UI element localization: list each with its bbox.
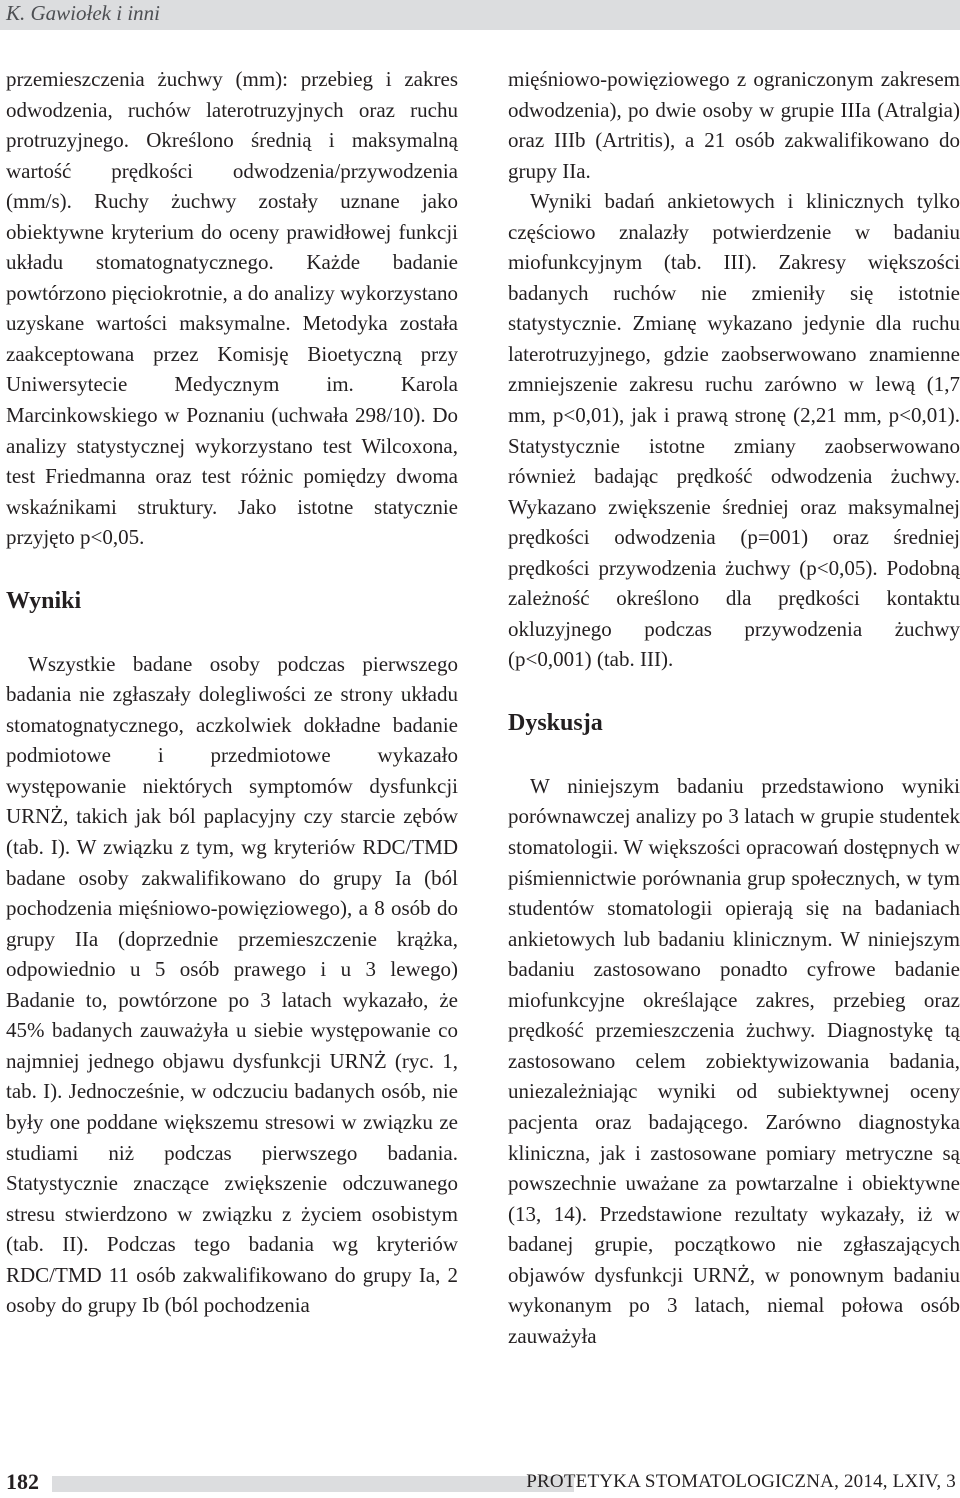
page-number: 182 xyxy=(6,1469,39,1494)
discussion-paragraph: W niniejszym badaniu przedstawiono wyniki porównawczej analizy po 3 latach w grupie studentek stomatologii. W większości opracowań dostępnych w piśmiennictwie porównania grup społecznych, w tym studentów stomatologii opierają się na badaniach ankietowych lub badaniu klinicznym. W niniejszym badaniu zastosowano ponadto cyfrowe badanie miofunkcyjne określające zakres, przebieg oraz prędkość przemieszczenia żuchwy. Diagnostykę tą zastosowano celem zobiektywizowania badania, uniezależniając wyniki od subiektywnej oceny pacjenta oraz badającego. Zarówno diagnostyka kliniczna, jak i zastosowane pomiary metryczne są powszechnie uważane za powtarzalne i obiektywne (13, 14). Przedstawione rezultaty wykazały, iż w badanej grupie, początkowo nie zgłaszających objawów dysfunkcji URNŻ, w ponownym badaniu wykonanym po 3 latach, niemal połowa osób zauważyła xyxy=(508,773,960,1348)
running-title: K. Gawiołek i inni xyxy=(6,1,160,25)
results-paragraph: Wszystkie badane osoby podczas pierwszego badania nie zgłaszały dolegliwości ze strony układu stomatognatycznego, aczkolwiek dokładne badanie podmiotowe i przedmiotowe wykazało występowanie niektórych symptomów dysfunkcji URNŻ, takich jak ból paplacyjny czy starcie zębów (tab. I). W związku z tym, wg kryteriów RDC/TMD badane osoby zakwalifikowano do grupy Ia (ból pochodzenia mięśniowo-powięziowego), a 8 osób do grupy IIa (doprzednie przemieszczenie krążka, odpowiednio u 5 osób prawego i u 3 lewego) Badanie to, powtórzone po 3 latach wykazało, że 45% badanych zauważyła u siebie występowanie co najmniej jednego objawu dysfunkcji URNŻ (ryc. 1, tab. I). Jednocześnie, w odczuciu badanych osób, nie były one poddane większemu stresowi w związku ze studiami niż podczas pierwszego badania. Statystycznie znaczące zwiększenie odczuwanego stresu stwierdzono w związku z życiem osobistym (tab. II). Podczas tego badania wg kryteriów RDC/TMD 11 osób zakwalifikowano do grupy Ia, 2 osoby do grupy Ib (ból pochodzenia xyxy=(6,651,458,1318)
footer-bar xyxy=(52,1476,574,1492)
methods-paragraph-continued: przemieszczenia żuchwy (mm): przebieg i zakres odwodzenia, ruchów laterotruzyjnych oraz ruchu protruzyjnego. Określono średnią i maksymalną wartość prędkości odwodzenia/przywodzenia (mm/s). Ruchy żuchwy zostały uznane jako obiektywne kryterium do oceny prawidłowej funkcji układu stomatognatycznego. Każde badanie powtórzono pięciokrotnie, a do analizy wykorzystano uzyskane wartości maksymalne. Metodyka została zaakceptowana przez Komisję Bioetyczną przy Uniwersytecie Medycznym im. Karola Marcinkowskiego w Poznaniu (uchwała 298/10). Do analizy statystycznej wykorzystano test Wilcoxona, test Friedmanna oraz test różnic pomiędzy dwoma wskaźnikami struktury. Jako istotne statycznie przyjęto p<0,05. xyxy=(6,67,458,550)
left-column xyxy=(6,64,458,1321)
right-column xyxy=(508,64,960,1351)
journal-citation: PROTETYKA STOMATOLOGICZNA, 2014, LXIV, 3 xyxy=(526,1471,956,1492)
page-footer xyxy=(0,1469,960,1498)
running-header-bar xyxy=(0,0,960,30)
survey-results-paragraph: Wyniki badań ankietowych i klinicznych tylko częściowo znalazły potwierdzenie w badaniu miofunkcyjnym (tab. III). Zakresy większości badanych ruchów nie zmieniły się istotnie statystycznie. Zmianę wykazano jedynie dla ruchu laterotruzyjnego, gdzie zaobserwowano znamienne zmniejszenie zakresu ruchu zarówno w lewą (1,7 mm, p<0,01), jak i prawą stronę (2,21 mm, p<0,01). Statystycznie istotne zmiany zaobserwowano również badając prędkość odwodzenia żuchwy. Wykazano zwiększenie średniej oraz maksymalnej prędkości odwodzenia (p=001) oraz średniej prędkości przywodzenia żuchwy (p<0,05). Podobną zależność określono dla prędkości kontaktu okluzyjnego podczas przywodzenia żuchwy (p<0,001) (tab. III). xyxy=(508,189,960,672)
section-heading-results: Wyniki xyxy=(6,587,82,614)
section-heading-discussion: Dyskusja xyxy=(508,709,603,736)
results-paragraph-continued: mięśniowo-powięziowego z ograniczonym zakresem odwodzenia), po dwie osoby w grupie IIIa (Atralgia) oraz IIIb (Artritis), a 21 osób zakwalifikowano do grupy IIa. xyxy=(508,67,960,183)
